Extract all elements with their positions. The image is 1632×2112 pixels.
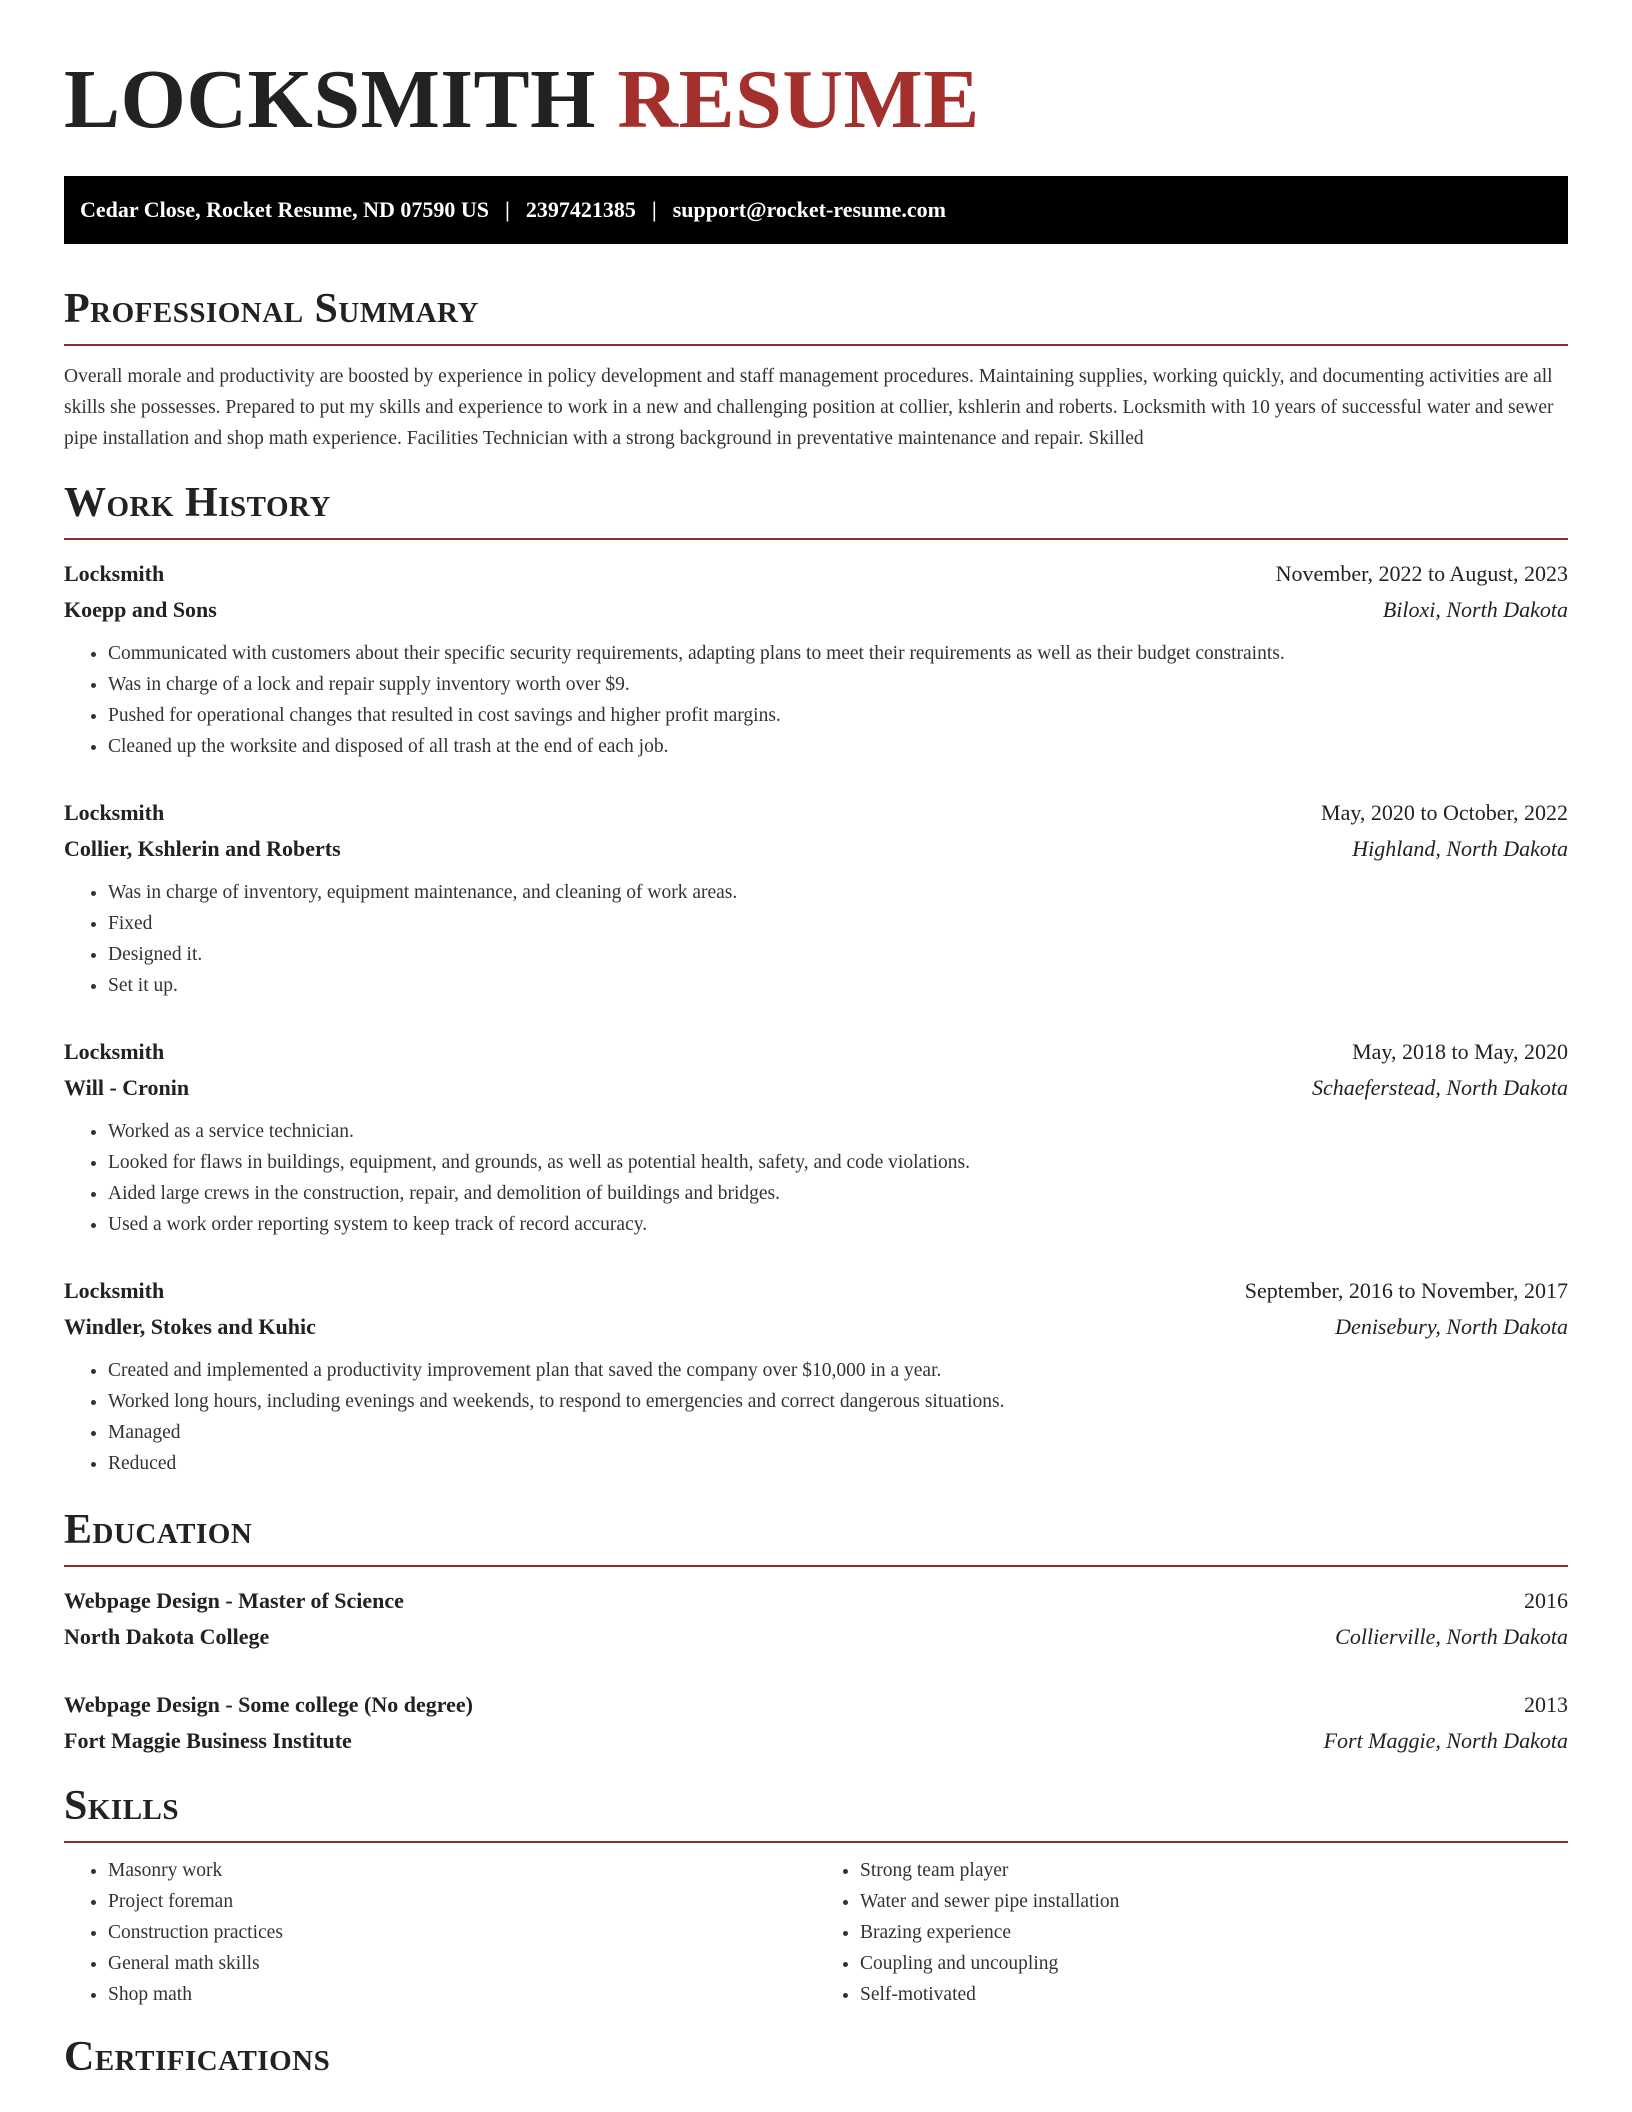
job-bullet: • Used a work order reporting system to keep track of record accuracy. [108, 1209, 1568, 1240]
job-dates: November, 2022 to August, 2023 [1275, 561, 1568, 586]
job-dates: September, 2016 to November, 2017 [1244, 1278, 1568, 1303]
title-main: LOCKSMITH [64, 53, 596, 146]
education-year: 2013 [1524, 1692, 1568, 1717]
job-company: Will - Cronin [64, 1075, 190, 1100]
job-bullet: • Was in charge of inventory, equipment maintenance, and cleaning of work areas. [108, 877, 1568, 908]
section-heading-skills: Skills [64, 1783, 180, 1829]
skill-item: • Masonry work [108, 1855, 816, 1886]
skill-item: • General math skills [108, 1948, 816, 1979]
contact-email[interactable]: support@rocket-resume.com [672, 197, 946, 222]
job-company: Koepp and Sons [64, 597, 217, 622]
job-location: Biloxi, North Dakota [1382, 597, 1568, 622]
job-bullet: • Communicated with customers about their specific security requirements, adapting plans to meet their requirements as well as their budget constraints. [108, 638, 1568, 669]
job-bullet: • Designed it. [108, 939, 1568, 970]
title-accent: RESUME [617, 53, 980, 146]
job-bullet: • Worked as a service technician. [108, 1116, 1568, 1147]
skill-item: • Coupling and uncoupling [860, 1948, 1568, 1979]
job-location: Highland, North Dakota [1352, 836, 1568, 861]
job-bullets [64, 1355, 1568, 1479]
job-entry [64, 1273, 1568, 1479]
education-year: 2016 [1524, 1588, 1568, 1613]
job-bullets [64, 1116, 1568, 1240]
job-bullets [64, 877, 1568, 1001]
job-dates: May, 2018 to May, 2020 [1352, 1039, 1568, 1064]
job-title: Locksmith [64, 1278, 165, 1303]
contact-phone[interactable]: 2397421385 [525, 197, 636, 222]
contact-separator: | [505, 197, 510, 222]
skill-item: • Water and sewer pipe installation [860, 1886, 1568, 1917]
job-bullet: • Created and implemented a productivity improvement plan that saved the company over $10,000 in a year. [108, 1355, 1568, 1386]
education-school: Fort Maggie Business Institute [64, 1728, 352, 1753]
job-bullet: • Looked for flaws in buildings, equipment, and grounds, as well as potential health, safety, and code violations. [108, 1147, 1568, 1178]
job-bullet: • Aided large crews in the construction, repair, and demolition of buildings and bridges. [108, 1178, 1568, 1209]
resume-title [64, 0, 1568, 144]
job-entry [64, 1034, 1568, 1240]
job-bullet: • Worked long hours, including evenings and weekends, to respond to emergencies and correct dangerous situations. [108, 1386, 1568, 1417]
section-heading-next: Certifications [64, 2034, 331, 2080]
contact-bar [64, 176, 1568, 244]
skill-item: • Project foreman [108, 1886, 816, 1917]
job-bullet: • Managed [108, 1417, 1568, 1448]
skills-columns [64, 1855, 1568, 2010]
job-bullets [64, 638, 1568, 762]
skill-item: • Self-motivated [860, 1979, 1568, 2010]
section-divider [64, 344, 1568, 346]
job-company: Collier, Kshlerin and Roberts [64, 836, 341, 861]
job-dates: May, 2020 to October, 2022 [1321, 800, 1568, 825]
job-bullet: • Pushed for operational changes that resulted in cost savings and higher profit margins. [108, 700, 1568, 731]
education-entry [64, 1687, 1568, 1759]
job-bullet: • Fixed [108, 908, 1568, 939]
work-history-section [64, 478, 1568, 1479]
summary-section [64, 284, 1568, 454]
skill-item: • Brazing experience [860, 1917, 1568, 1948]
education-location: Fort Maggie, North Dakota [1323, 1728, 1568, 1753]
section-divider [64, 538, 1568, 540]
education-degree: Webpage Design - Some college (No degree) [64, 1692, 473, 1717]
skill-item: • Construction practices [108, 1917, 816, 1948]
section-heading-work-history: Work History [64, 480, 331, 526]
education-section [64, 1505, 1568, 1759]
job-company: Windler, Stokes and Kuhic [64, 1314, 316, 1339]
skills-list-left [64, 1855, 816, 2010]
skills-list-right [816, 1855, 1568, 2010]
contact-separator: | [651, 197, 657, 222]
job-bullet: • Reduced [108, 1448, 1568, 1479]
section-heading-education: Education [64, 1507, 253, 1553]
education-school: North Dakota College [64, 1624, 270, 1649]
contact-address: Cedar Close, Rocket Resume, ND 07590 US [80, 197, 489, 222]
education-entry [64, 1583, 1568, 1655]
education-degree: Webpage Design - Master of Science [64, 1588, 404, 1613]
job-title: Locksmith [64, 1039, 165, 1064]
skills-section [64, 1781, 1568, 2010]
next-section [64, 2032, 1568, 2082]
section-divider [64, 1565, 1568, 1567]
section-divider [64, 1841, 1568, 1843]
job-bullet: • Cleaned up the worksite and disposed of all trash at the end of each job. [108, 731, 1568, 762]
section-heading-summary: Professional Summary [64, 286, 479, 332]
job-title: Locksmith [64, 800, 165, 825]
education-location: Collierville, North Dakota [1335, 1624, 1568, 1649]
skill-item: • Shop math [108, 1979, 816, 2010]
summary-text: Overall morale and productivity are boosted by experience in policy development and staff management procedures. Maintaining supplies, working quickly, and documenting activities are all skills she possesses. Prepared to put my skills and experience to work in a new and challenging position at collier, kshlerin and roberts. Locksmith with 10 years of successful water and sewer pipe installation and shop math experience. Facilities Technician with a strong background in preventative maintenance and repair. Skilled [64, 366, 1554, 449]
job-bullet: • Was in charge of a lock and repair supply inventory worth over $9. [108, 669, 1568, 700]
job-entry [64, 795, 1568, 1001]
job-location: Denisebury, North Dakota [1335, 1314, 1568, 1339]
job-entry [64, 556, 1568, 762]
job-bullet: • Set it up. [108, 970, 1568, 1001]
job-location: Schaeferstead, North Dakota [1311, 1075, 1568, 1100]
skill-item: • Strong team player [860, 1855, 1568, 1886]
job-title: Locksmith [64, 561, 165, 586]
resume-page [64, 0, 1568, 2082]
